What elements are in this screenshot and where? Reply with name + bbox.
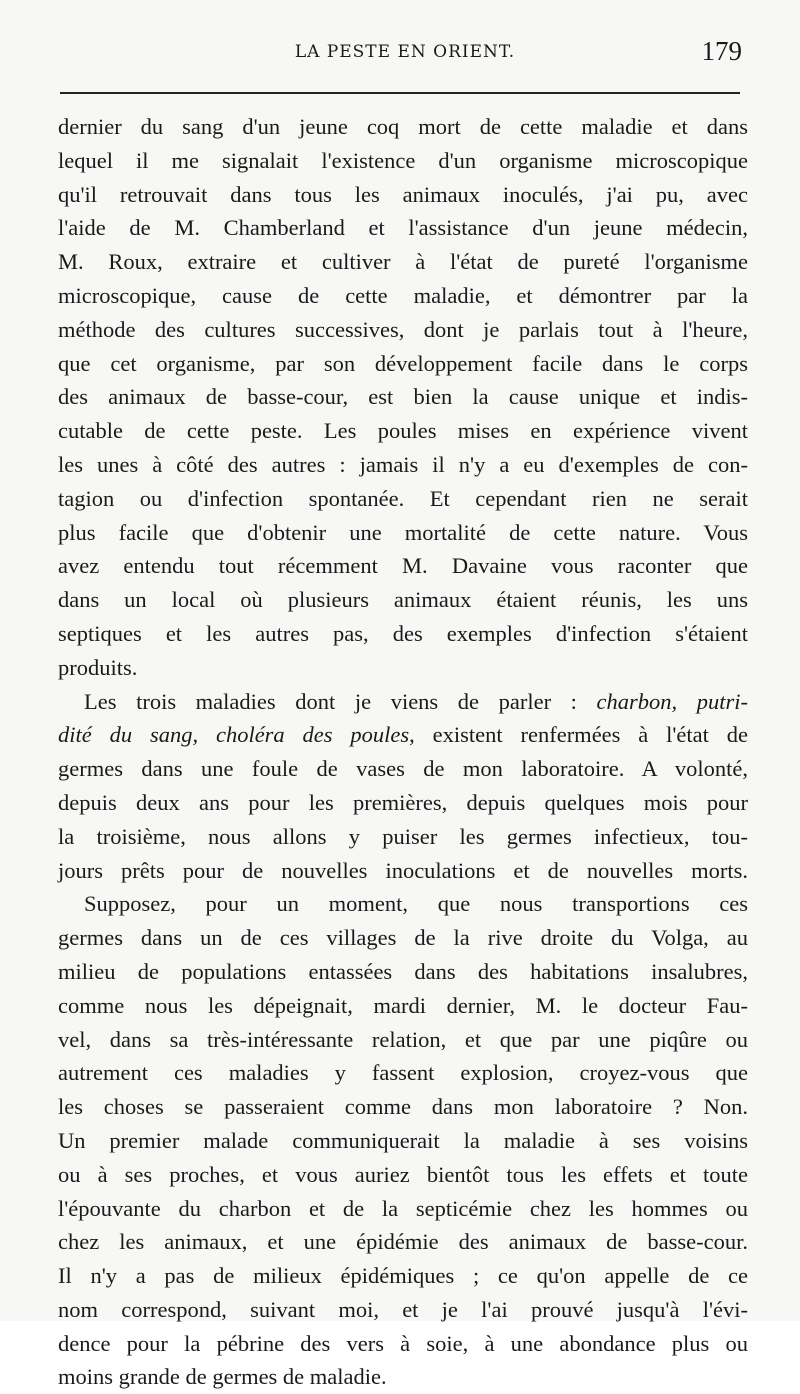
text-run: , existent renfermées à l'état de (409, 722, 749, 748)
text-line: les choses se passeraient comme dans mon laboratoire ? Non. (58, 1094, 748, 1120)
text-line: Supposez, pour un moment, que nous transportions ces (84, 891, 748, 917)
text-line: microscopique, cause de cette maladie, et démontrer par la (58, 282, 748, 308)
text-line (58, 685, 748, 719)
text-line: la troisième, nous allons y puiser les germes infectieux, tou- (58, 823, 748, 849)
text-line: produits. (58, 654, 138, 680)
text-line: germes dans un de ces villages de la rive droite du Volga, au (58, 925, 748, 951)
text-line: Un premier malade communiquerait la maladie à ses voisins (58, 1127, 748, 1153)
text-line: depuis deux ans pour les premières, depuis quelques mois pour (58, 789, 748, 815)
text-line: jours prêts pour de nouvelles inoculations et de nouvelles morts. (58, 857, 748, 883)
text-line: des animaux de basse-cour, est bien la cause unique et indis- (58, 384, 748, 410)
text-line: comme nous les dépeignait, mardi dernier, M. le docteur Fau- (58, 992, 748, 1018)
text-line: vel, dans sa très-intéressante relation, et que par une piqûre ou (58, 1026, 748, 1052)
text-line: Il n'y a pas de milieux épidémiques ; ce qu'on appelle de ce (58, 1263, 748, 1289)
text-line: lequel il me signalait l'existence d'un organisme microscopique (58, 147, 748, 173)
italic-run: dité du sang, choléra des poules (58, 722, 410, 748)
text-line: les unes à côté des autres : jamais il n'y a eu d'exemples de con- (58, 451, 748, 477)
running-head (60, 36, 750, 80)
text-line: l'épouvante du charbon et de la septicémie chez les hommes ou (58, 1195, 748, 1221)
text-line: milieu de populations entassées dans des habitations insalubres, (58, 958, 748, 984)
body-text (58, 110, 748, 1394)
text-line: ou à ses proches, et vous auriez bientôt tous les effets et toute (58, 1161, 748, 1187)
text-line: avez entendu tout récemment M. Davaine vous raconter que (58, 553, 748, 579)
text-run: Les trois maladies dont je viens de parler : (84, 688, 597, 714)
text-line (58, 718, 748, 752)
text-line: qu'il retrouvait dans tous les animaux inoculés, j'ai pu, avec (58, 181, 748, 207)
text-line: autrement ces maladies y fassent explosion, croyez-vous que (58, 1060, 748, 1086)
text-line: que cet organisme, par son développement facile dans le corps (58, 350, 748, 376)
text-line: chez les animaux, et une épidémie des animaux de basse-cour. (58, 1229, 748, 1255)
text-line: tagion ou d'infection spontanée. Et cependant rien ne serait (58, 485, 748, 511)
text-line: plus facile que d'obtenir une mortalité de cette nature. Vous (58, 519, 748, 545)
italic-run: charbon, putri- (596, 688, 748, 714)
text-line: cutable de cette peste. Les poules mises en expérience vivent (58, 418, 748, 444)
running-title: LA PESTE EN ORIENT. (294, 42, 516, 62)
page-number: 179 (701, 36, 742, 66)
text-line: dans un local où plusieurs animaux étaient réunis, les uns (58, 587, 748, 613)
text-line: l'aide de M. Chamberland et l'assistance d'un jeune médecin, (58, 215, 748, 241)
text-line: germes dans une foule de vases de mon laboratoire. A volonté, (58, 756, 748, 782)
text-line: dernier du sang d'un jeune coq mort de cette maladie et dans (58, 114, 748, 139)
text-line: dence pour la pébrine des vers à soie, à une abondance plus ou (58, 1330, 748, 1356)
text-line: méthode des cultures successives, dont je parlais tout à l'heure, (58, 316, 748, 342)
text-line: nom correspond, suivant moi, et je l'ai prouvé jusqu'à l'évi- (58, 1296, 748, 1322)
text-line: septiques et les autres pas, des exemples d'infection s'étaient (58, 620, 748, 646)
text-line: moins grande de germes de maladie. (58, 1364, 387, 1390)
text-line: M. Roux, extraire et cultiver à l'état de pureté l'organisme (58, 249, 748, 275)
header-rule (60, 92, 740, 94)
